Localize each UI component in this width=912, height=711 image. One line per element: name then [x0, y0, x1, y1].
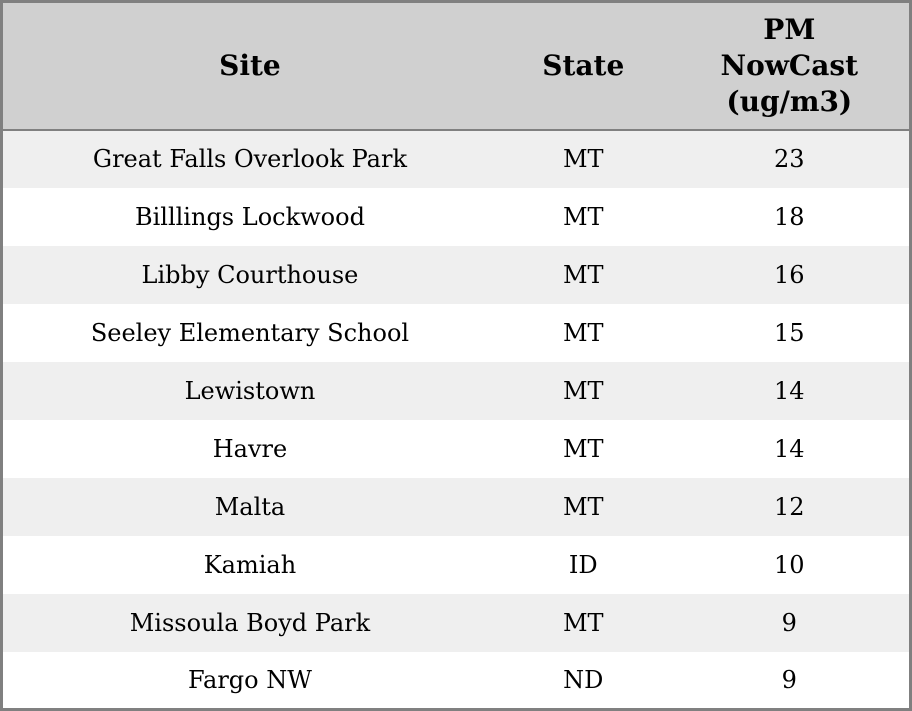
table-row: [2, 130, 911, 188]
cell-pm-nowcast: 9: [781, 665, 797, 694]
cell-state: MT: [562, 145, 604, 173]
cell-pm-nowcast: 12: [774, 492, 805, 521]
cell-site: Billlings Lockwood: [134, 202, 365, 231]
cell-state: MT: [562, 260, 604, 289]
cell-site: Malta: [214, 492, 286, 521]
cell-pm-nowcast: 18: [774, 202, 805, 231]
table-row: [2, 246, 911, 304]
column-header-pm-line3: (ug/m3): [726, 84, 853, 118]
cell-state: MT: [562, 434, 604, 463]
cell-site: Havre: [212, 434, 288, 463]
column-header-site: Site: [2, 2, 497, 130]
cell-pm-nowcast: 16: [774, 260, 805, 289]
cell-state: MT: [562, 318, 604, 347]
table-row: [2, 652, 911, 710]
table-row: [2, 420, 911, 478]
table-row: [2, 188, 911, 246]
cell-pm-nowcast: 9: [781, 608, 797, 637]
table-row: [2, 478, 911, 536]
cell-site: Great Falls Overlook Park: [92, 145, 407, 173]
column-header-pm-line1: PM: [763, 13, 816, 46]
cell-site: Missoula Boyd Park: [129, 608, 371, 637]
cell-pm-nowcast: 10: [774, 550, 805, 579]
cell-site: Libby Courthouse: [141, 260, 359, 289]
table-header: [2, 2, 911, 130]
cell-site: Seeley Elementary School: [90, 318, 410, 347]
cell-pm-nowcast: 14: [774, 376, 805, 405]
table-row: [2, 594, 911, 652]
cell-site: Fargo NW: [187, 665, 312, 694]
table-body: [2, 130, 911, 710]
cell-state: MT: [562, 608, 604, 637]
table-row: [2, 536, 911, 594]
cell-site: Lewistown: [184, 376, 316, 405]
cell-pm-nowcast: 15: [774, 318, 805, 347]
table-row: [2, 304, 911, 362]
cell-pm-nowcast: 14: [774, 434, 805, 463]
column-header-pm-line2: NowCast: [720, 48, 859, 82]
column-header-pm-nowcast: [670, 2, 911, 130]
cell-site: Kamiah: [203, 550, 297, 579]
cell-state: ID: [568, 550, 598, 579]
column-header-state: State: [497, 2, 670, 130]
cell-state: ND: [563, 665, 604, 694]
header-row: [2, 2, 911, 130]
cell-state: MT: [562, 376, 604, 405]
cell-pm-nowcast: 23: [774, 145, 805, 173]
table-row: [2, 362, 911, 420]
cell-state: MT: [562, 202, 604, 231]
cell-state: MT: [562, 492, 604, 521]
